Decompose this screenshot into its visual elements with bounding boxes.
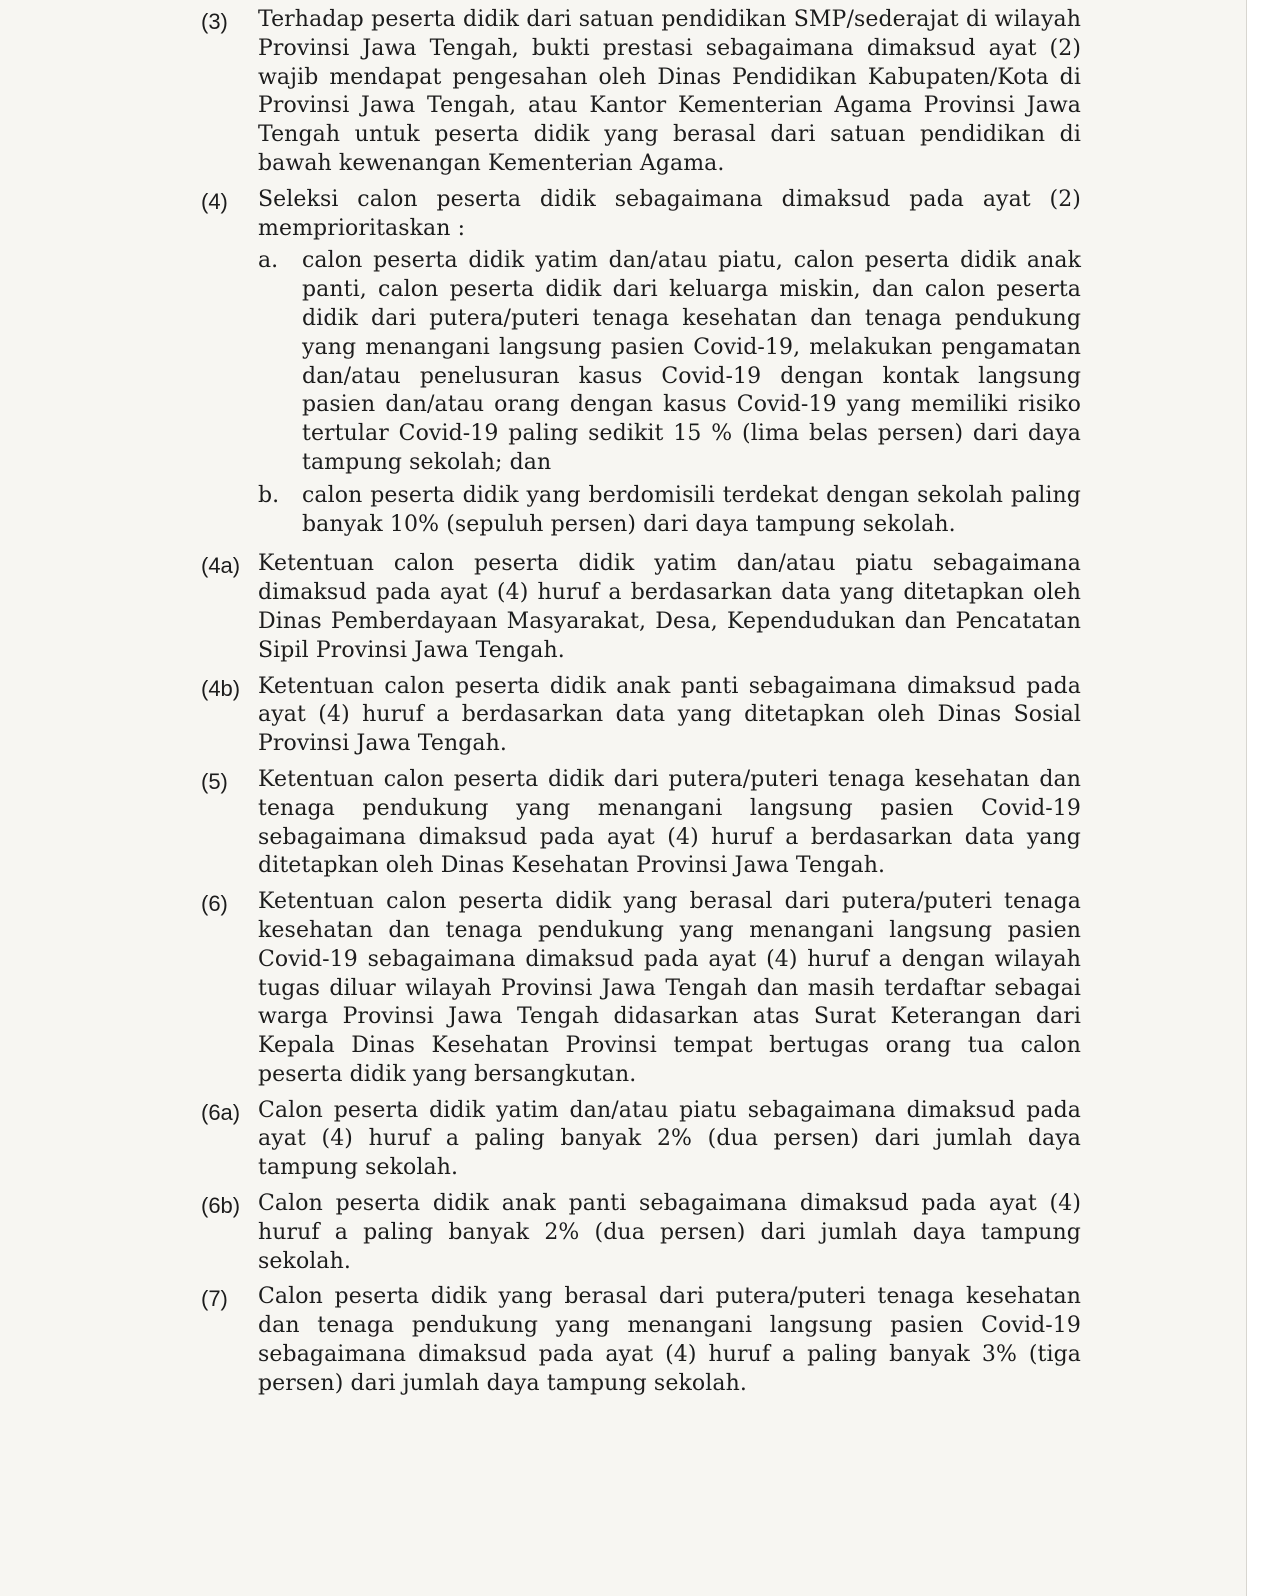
clause-text: Terhadap peserta didik dari satuan pendidikan SMP/sederajat di wilayah Provinsi Jawa Tengah, bukti prestasi sebagaimana dimaksud ayat (2) wajib mendapat pengesahan oleh Dinas Pendidikan Kabupaten/Kota di Provinsi Jawa Tengah, atau Kantor Kementerian Agama Provinsi Jawa Tengah untuk peserta didik yang berasal dari satuan pendidikan di bawah kewenangan Kementerian Agama. [258, 7, 1081, 176]
clause-number: (3) [201, 9, 228, 34]
list-item-body [302, 247, 1081, 477]
list-item-b [258, 482, 1081, 540]
clause-number: (5) [201, 768, 228, 794]
list-item-a [258, 247, 1081, 477]
clause-number: (4) [201, 188, 228, 214]
clause-body [258, 766, 1081, 881]
clause-text: Ketentuan calon peserta didik dari putera/puteri tenaga kesehatan dan tenaga pendukung yang menangani langsung pasien Covid-19 sebagaimana dimaksud pada ayat (4) huruf a berdasarkan data yang ditetapkan oleh Dinas Kesehatan Provinsi Jawa Tengah. [258, 766, 1081, 879]
clause-body [258, 1190, 1081, 1276]
clause-5 [201, 766, 1081, 881]
list-item-letter: a. [258, 248, 279, 274]
clause-body [258, 1283, 1081, 1398]
list-item-text: calon peserta didik yatim dan/atau piatu, calon peserta didik anak panti, calon peserta didik dari keluarga miskin, dan calon peserta didik dari putera/puteri tenaga kesehatan dan tenaga pendukung yang menangani langsung pasien Covid-19, melakukan pengamatan dan/atau penelusuran kasus Covid-19 dengan kontak langsung pasien dan/atau orang dengan kasus Covid-19 yang memiliki risiko tertular Covid-19 paling sedikit 15 % (lima belas persen) dari daya tampung sekolah; dan [302, 248, 1081, 475]
clause-4 [201, 186, 1081, 544]
clause-number: (4b) [201, 675, 241, 701]
clause-7 [201, 1283, 1081, 1398]
clause-body [258, 550, 1081, 665]
clause-body [258, 888, 1081, 1090]
list-item-text: calon peserta didik yang berdomisili terdekat dengan sekolah paling banyak 10% (sepuluh persen) dari daya tampung sekolah. [302, 482, 1081, 537]
clause-number: (6a) [201, 1099, 241, 1125]
clause-number: (4a) [201, 553, 241, 579]
clause-body [258, 186, 1081, 544]
list-item-letter: b. [258, 482, 280, 508]
clause-4a [201, 550, 1081, 665]
clause-3 [201, 6, 1081, 179]
clause-number: (6) [201, 891, 228, 917]
clause-body [258, 6, 1081, 179]
clause-number: (7) [201, 1286, 228, 1312]
clause-text: Calon peserta didik yatim dan/atau piatu sebagaimana dimaksud pada ayat (4) huruf a paling banyak 2% (dua persen) dari jumlah daya tampung sekolah. [258, 1097, 1081, 1181]
document-body [201, 6, 1081, 1406]
clause-4b [201, 673, 1081, 759]
page-edge [1246, 0, 1269, 1596]
clause-6a [201, 1097, 1081, 1183]
clause-body [258, 1097, 1081, 1183]
clause-text: Ketentuan calon peserta didik anak panti sebagaimana dimaksud pada ayat (4) huruf a berdasarkan data yang ditetapkan oleh Dinas Sosial Provinsi Jawa Tengah. [258, 673, 1081, 757]
clause-text: Seleksi calon peserta didik sebagaimana dimaksud pada ayat (2) memprioritaskan : [258, 186, 1081, 241]
clause-6 [201, 888, 1081, 1090]
clause-6b [201, 1190, 1081, 1276]
clause-text: Ketentuan calon peserta didik yang berasal dari putera/puteri tenaga kesehatan dan tenaga pendukung yang menangani langsung pasien Covid-19 sebagaimana dimaksud pada ayat (4) huruf a dengan wilayah tugas diluar wilayah Provinsi Jawa Tengah dan masih terdaftar sebagai warga Provinsi Jawa Tengah didasarkan atas Surat Keterangan dari Kepala Dinas Kesehatan Provinsi tempat bertugas orang tua calon peserta didik yang bersangkutan. [258, 889, 1081, 1087]
clause-text: Ketentuan calon peserta didik yatim dan/atau piatu sebagaimana dimaksud pada ayat (4) huruf a berdasarkan data yang ditetapkan oleh Dinas Pemberdayaan Masyarakat, Desa, Kependudukan dan Pencatatan Sipil Provinsi Jawa Tengah. [258, 551, 1081, 663]
list-item-body [302, 482, 1081, 540]
clause-number: (6b) [201, 1193, 241, 1219]
clause-text: Calon peserta didik anak panti sebagaimana dimaksud pada ayat (4) huruf a paling banyak 2% (dua persen) dari jumlah daya tampung sekolah. [258, 1191, 1081, 1274]
clause-body [258, 673, 1081, 759]
clause-text: Calon peserta didik yang berasal dari putera/puteri tenaga kesehatan dan tenaga pendukung yang menangani langsung pasien Covid-19 sebagaimana dimaksud pada ayat (4) huruf a paling banyak 3% (tiga persen) dari jumlah daya tampung sekolah. [258, 1284, 1081, 1396]
